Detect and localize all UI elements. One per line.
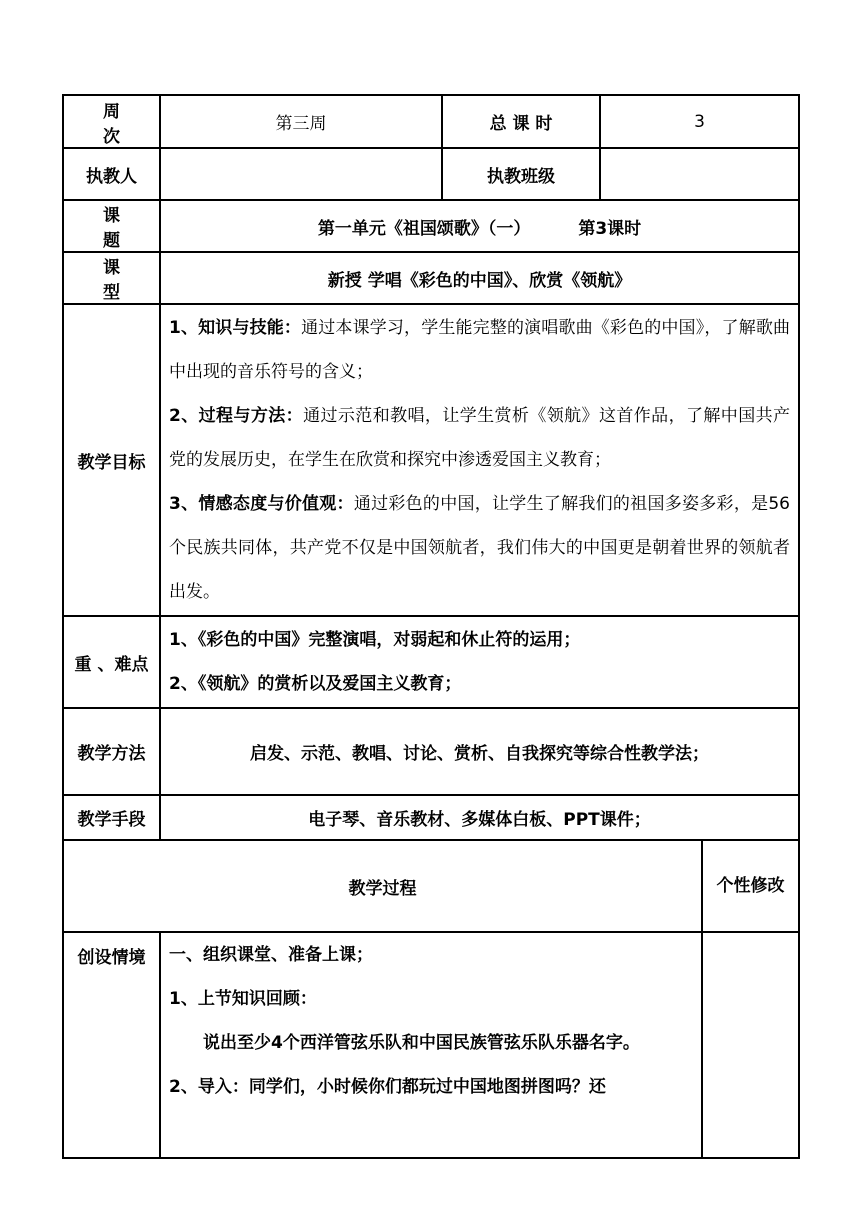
objective-title: 1、知识与技能： [169, 318, 302, 338]
process-line: 一、组织课堂、准备上课； [169, 945, 373, 965]
objective-text: 通过示范和教唱，让学生赏析《领航》这首作品，了解中国共产党的发展历史，在学生在欣赏和探究中渗透爱国主义教育； [169, 406, 791, 470]
stage-content [160, 932, 702, 1158]
topic-value: 第一单元《祖国颂歌》（一） [317, 218, 531, 239]
key-points-row [63, 616, 799, 708]
process-header-row [63, 840, 799, 932]
lesson-type-row [63, 252, 799, 304]
week-row [63, 95, 799, 148]
objectives-content [160, 304, 799, 616]
teacher-value [160, 148, 442, 200]
topic-period: 第3课时 [578, 218, 642, 239]
methods-value: 启发、示范、教唱、讨论、赏析、自我探究等综合性教学法； [160, 708, 799, 795]
key-point-item: 2、《领航》的赏析以及爱国主义教育； [169, 674, 462, 694]
key-points-label: 重 、难点 [63, 616, 160, 708]
methods-row [63, 708, 799, 795]
topic-label: 课 题 [63, 200, 160, 252]
objective-item [169, 482, 790, 614]
process-line: 说出至少4个西洋管弦乐队和中国民族管弦乐队乐器名字。 [203, 1033, 640, 1053]
means-row [63, 795, 799, 840]
personal-edit-cell [702, 932, 799, 1158]
class-value [600, 148, 799, 200]
teacher-row [63, 148, 799, 200]
objectives-row [63, 304, 799, 616]
week-value: 第三周 [160, 95, 442, 148]
objective-title: 2、过程与方法： [169, 406, 304, 426]
lesson-type-label: 课 型 [63, 252, 160, 304]
lesson-plan-table [62, 94, 800, 1159]
objective-text: 通过彩色的中国，让学生了解我们的祖国多姿多彩，是56个民族共同体，共产党不仅是中国领航者，我们伟大的中国更是朝着世界的领航者出发。 [169, 494, 791, 602]
methods-label: 教学方法 [63, 708, 160, 795]
objective-item [169, 394, 790, 482]
class-label: 执教班级 [442, 148, 600, 200]
stage-label: 创设情境 [63, 932, 160, 1158]
teacher-label: 执教人 [63, 148, 160, 200]
objective-text: 通过本课学习，学生能完整的演唱歌曲《彩色的中国》，了解歌曲中出现的音乐符号的含义； [169, 318, 791, 382]
process-stage-row [63, 932, 799, 1158]
process-header: 教学过程 [63, 840, 702, 932]
objective-title: 3、情感态度与价值观： [169, 494, 354, 514]
total-hours-label: 总 课 时 [442, 95, 600, 148]
personal-edit-header: 个性修改 [702, 840, 799, 932]
topic-row [63, 200, 799, 252]
process-line: 1、上节知识回顾： [169, 989, 317, 1009]
process-line: 2、导入：同学们，小时候你们都玩过中国地图拼图吗？还 [169, 1077, 606, 1097]
topic-cell [160, 200, 799, 252]
objectives-label: 教学目标 [63, 304, 160, 616]
means-value: 电子琴、音乐教材、多媒体白板、PPT课件； [160, 795, 799, 840]
lesson-type-value: 新授 学唱《彩色的中国》、欣赏《领航》 [160, 252, 799, 304]
key-points-content [160, 616, 799, 708]
week-label: 周 次 [63, 95, 160, 148]
means-label: 教学手段 [63, 795, 160, 840]
objective-item [169, 306, 790, 394]
total-hours-value: 3 [600, 95, 799, 148]
key-point-item: 1、《彩色的中国》完整演唱，对弱起和休止符的运用； [169, 630, 581, 650]
